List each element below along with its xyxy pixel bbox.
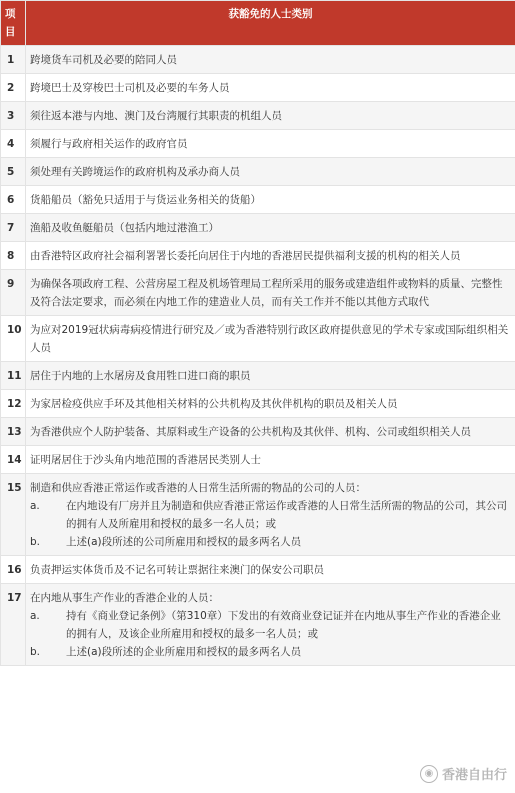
row-number: 9 [1,270,26,316]
table-row [1,316,515,362]
table-row [1,270,515,316]
row-category-text: 跨境货车司机及必要的陪同人员 [30,54,177,66]
sub-clause-marker: b. [30,536,41,548]
sub-clause-text: 在内地设有厂房并且为制造和供应香港正常运作或香港的人日常生活所需的物品的公司，其公司的拥有人及所雇用和授权的最多一名人员；或 [66,500,507,530]
row-number: 3 [1,102,26,130]
row-category [26,446,515,474]
row-category [26,102,515,130]
row-category-text: 须履行与政府相关运作的政府官员 [30,138,188,150]
row-category-text: 跨境巴士及穿梭巴士司机及必要的车务人员 [30,82,230,94]
row-number: 2 [1,74,26,102]
sub-clause-marker: a. [30,500,40,512]
row-category [26,130,515,158]
row-category-text: 在内地从事生产作业的香港企业的人员： [30,592,219,604]
row-category [26,242,515,270]
table-row [1,214,515,242]
row-number: 12 [1,390,26,418]
watermark-text: 香港自由行 [441,768,507,783]
row-number: 11 [1,362,26,390]
row-category-text: 渔船及收鱼艇船员（包括内地过港渔工） [30,222,219,234]
table-row [1,390,515,418]
table-row [1,242,515,270]
row-category-text: 为家居检疫供应手环及其他相关材料的公共机构及其伙伴机构的职员及相关人员 [30,398,398,410]
row-number: 16 [1,556,26,584]
row-number: 4 [1,130,26,158]
row-category [26,556,515,584]
row-number: 8 [1,242,26,270]
row-category-text: 为香港供应个人防护装备、其原料或生产设备的公共机构及其伙伴、机构、公司或组织相关人员 [30,426,471,438]
row-category [26,316,515,362]
table-row [1,158,515,186]
row-category-text: 须处理有关跨境运作的政府机构及承办商人员 [30,166,240,178]
table-row [1,46,515,74]
row-category [26,390,515,418]
row-number: 17 [1,584,26,666]
table-header-row [1,1,515,46]
sub-clause-marker: b. [30,646,41,658]
row-number: 1 [1,46,26,74]
row-number: 7 [1,214,26,242]
sub-clause-text: 持有《商业登记条例》（第310章）下发出的有效商业登记证并在内地从事生产作业的香港企业的拥有人，及该企业所雇用和授权的最多一名人员；或 [66,610,501,640]
header-item-number: 项目 [1,1,26,46]
row-category [26,186,515,214]
row-category-text: 货船船员（豁免只适用于与货运业务相关的货船） [30,194,261,206]
row-category [26,74,515,102]
sub-clause [30,497,511,533]
row-category [26,362,515,390]
row-number: 6 [1,186,26,214]
row-category-text: 为应对2019冠状病毒病疫情进行研究及／或为香港特别行政区政府提供意见的学术专家或国际组织相关人员 [30,324,509,354]
row-number: 10 [1,316,26,362]
row-category [26,270,515,316]
table-row [1,130,515,158]
header-category-title: 获豁免的人士类别 [26,1,515,46]
table-row [1,584,515,666]
row-category-text: 负责押运实体货币及不记名可转让票据往来澳门的保安公司职员 [30,564,324,576]
wechat-icon: ◉ [420,765,438,783]
row-category [26,214,515,242]
row-category [26,158,515,186]
sub-clause-text: 上述(a)段所述的企业所雇用和授权的最多两名人员 [66,646,302,658]
row-number: 15 [1,474,26,556]
row-number: 13 [1,418,26,446]
table-row [1,362,515,390]
table-row [1,102,515,130]
row-category-text: 居住于内地的上水屠房及食用牲口进口商的职员 [30,370,251,382]
table-row [1,418,515,446]
row-number: 5 [1,158,26,186]
table-row [1,186,515,214]
row-number: 14 [1,446,26,474]
sub-clause-marker: a. [30,610,40,622]
row-category-text: 证明屠居住于沙头角内地范围的香港居民类别人士 [30,454,261,466]
row-category-text: 制造和供应香港正常运作或香港的人日常生活所需的物品的公司的人员： [30,482,366,494]
sub-clause [30,643,511,661]
row-category [26,584,515,666]
row-category [26,474,515,556]
row-category-text: 由香港特区政府社会福利署署长委托向居住于内地的香港居民提供福利支援的机构的相关人员 [30,250,461,262]
row-category-text: 须往返本港与内地、澳门及台湾履行其职责的机组人员 [30,110,282,122]
sub-clause-text: 上述(a)段所述的公司所雇用和授权的最多两名人员 [66,536,302,548]
row-category [26,418,515,446]
watermark [420,764,507,783]
table-row [1,74,515,102]
sub-clause [30,607,511,643]
row-category-text: 为确保各项政府工程、公营房屋工程及机场管理局工程所采用的服务或建造组件或物料的质量、完整性及符合法定要求，而必须在内地工作的建造业人员，而有关工作并不能以其他方式取代 [30,278,503,308]
table-row [1,446,515,474]
table-row [1,556,515,584]
sub-clause [30,533,511,551]
table-row [1,474,515,556]
row-category [26,46,515,74]
